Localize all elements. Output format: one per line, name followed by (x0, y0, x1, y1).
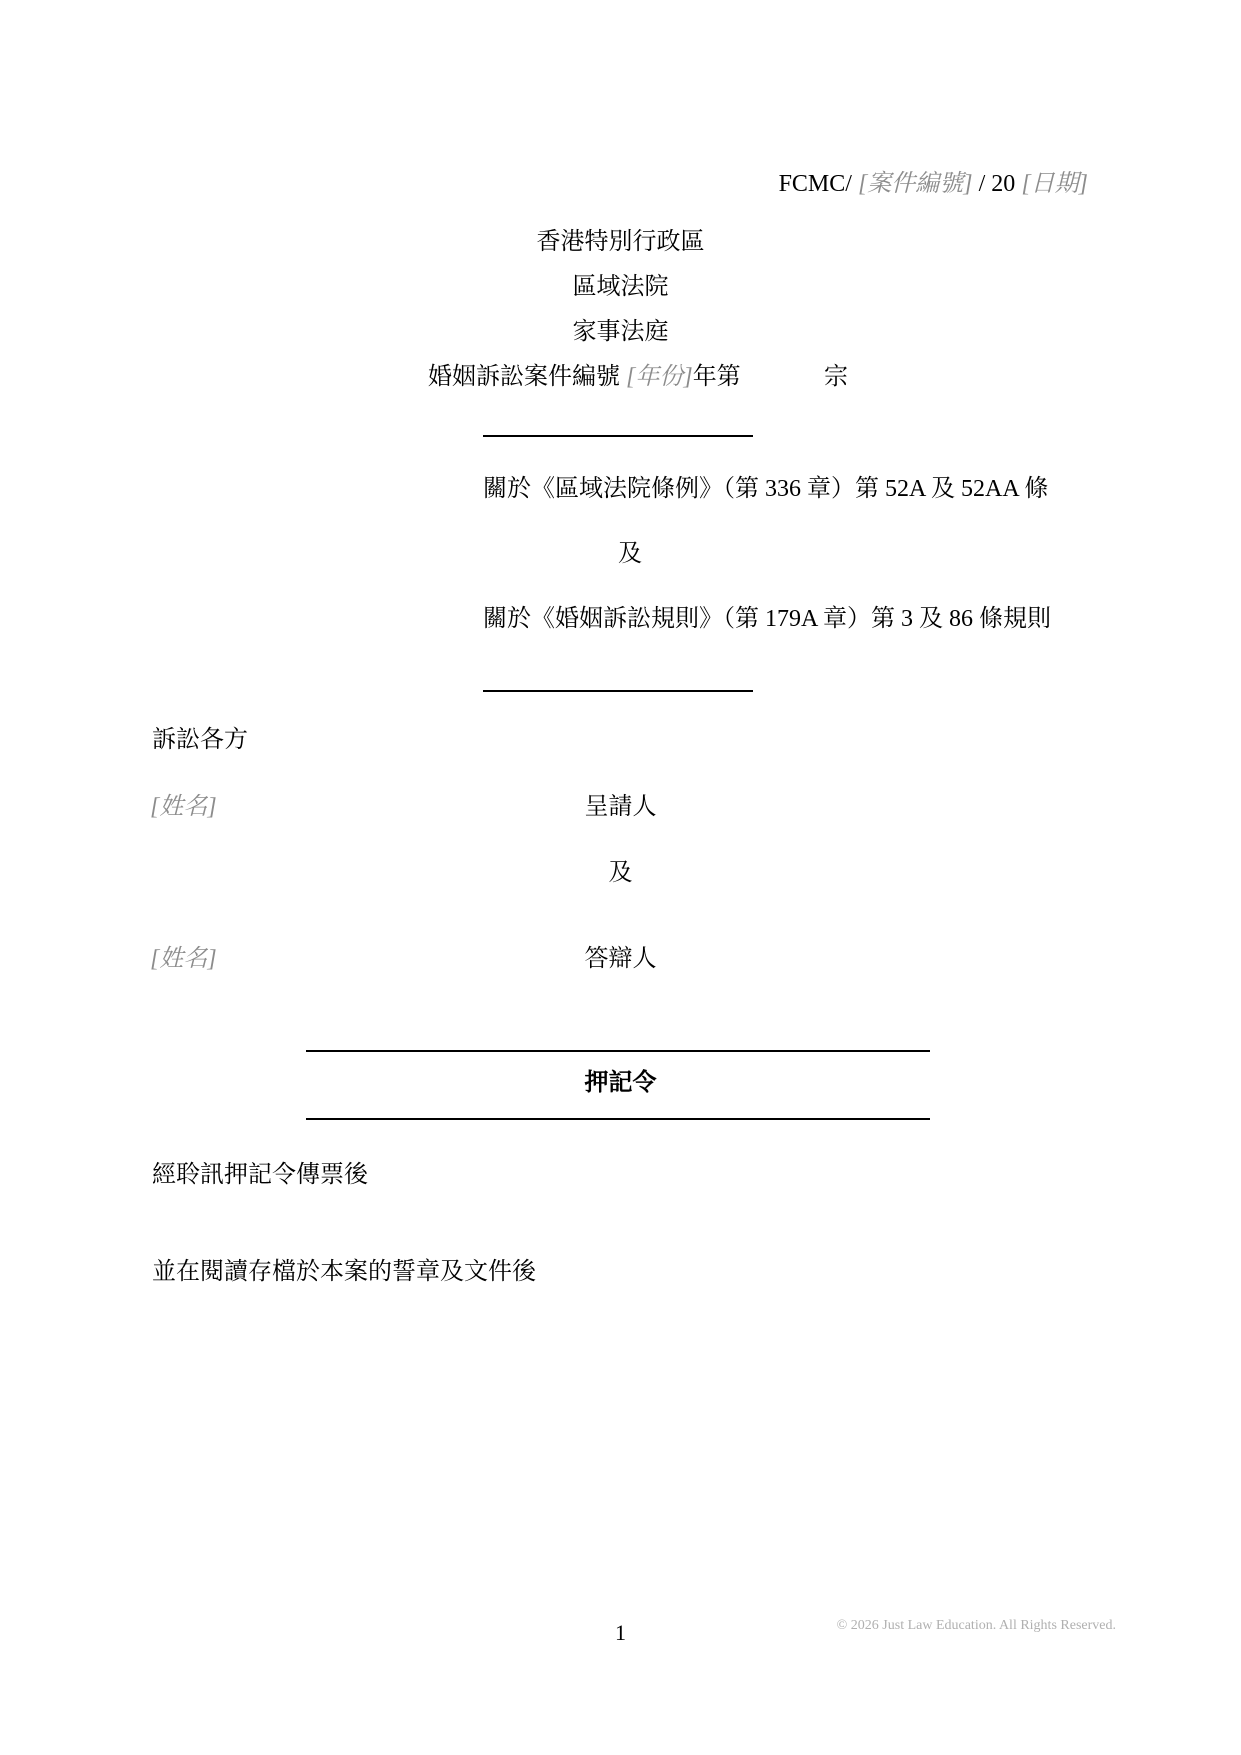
petitioner-name-placeholder: [姓名] (150, 794, 217, 820)
title-rule-bottom (306, 1118, 930, 1120)
court-name: 區域法院 (572, 274, 669, 300)
case-ref-prefix: FCMC/ (778, 171, 858, 197)
action-number-middle: 年第 (692, 364, 741, 390)
copyright-notice: © 2026 Just Law Education. All Rights Reserved. (836, 1618, 1116, 1633)
year-placeholder: [年份] (626, 364, 693, 390)
page-number: 1 (615, 1620, 626, 1645)
heading-rules: 關於《婚姻訴訟規則》（第 179A 章）第 3 及 86 條規則 (483, 606, 1052, 632)
parties-and: 及 (608, 860, 633, 886)
case-ref-separator: / 20 (972, 171, 1022, 197)
heading-and: 及 (618, 541, 642, 567)
parties-label: 訴訟各方 (152, 727, 248, 753)
title-rule-top (306, 1050, 930, 1052)
action-number-suffix: 宗 (824, 364, 848, 390)
court-region: 香港特別行政區 (536, 229, 705, 255)
date-placeholder: [日期] (1021, 171, 1088, 197)
respondent-role: 答辯人 (584, 946, 657, 972)
divider-bottom (483, 690, 753, 692)
case-reference (779, 163, 1088, 198)
heading-ordinance: 關於《區域法院條例》（第 336 章）第 52A 及 52AA 條 (483, 476, 1049, 502)
paragraph-hearing: 經聆訊押記令傳票後 (152, 1162, 368, 1188)
petitioner-role: 呈請人 (584, 794, 657, 820)
respondent-name-placeholder: [姓名] (150, 946, 217, 972)
divider-top (483, 435, 753, 437)
order-title: 押記令 (584, 1070, 657, 1096)
action-number-prefix: 婚姻訴訟案件編號 (428, 364, 626, 390)
action-number (428, 362, 741, 392)
court-division: 家事法庭 (572, 319, 669, 345)
case-number-placeholder: [案件編號] (857, 171, 973, 197)
paragraph-reading: 並在閱讀存檔於本案的誓章及文件後 (152, 1259, 536, 1285)
